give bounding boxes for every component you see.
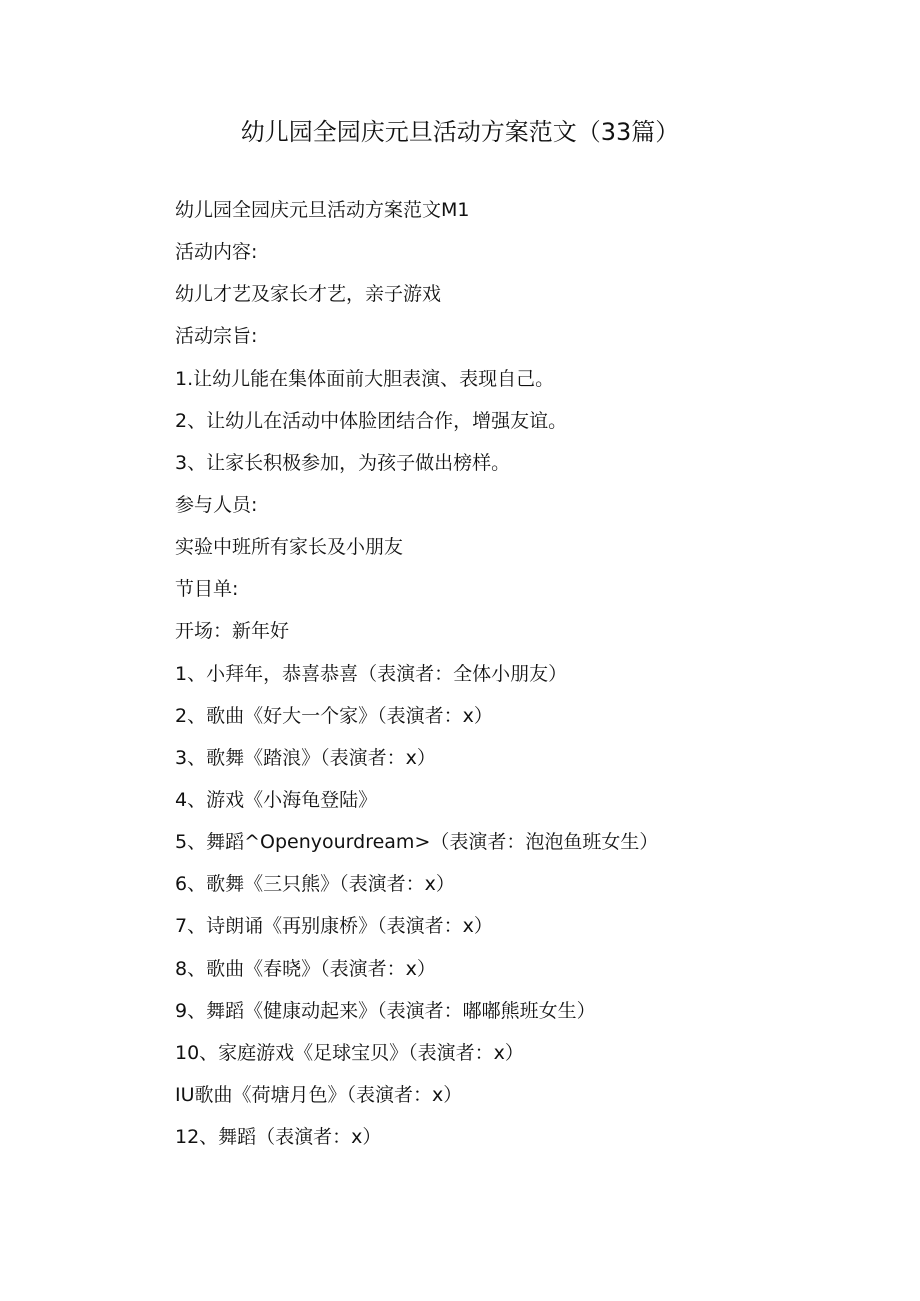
section-heading-program: 节目单: (175, 578, 239, 601)
program-item: 8、歌曲《春晓》（表演者：x） (175, 957, 436, 980)
section-heading-purpose: 活动宗旨: (175, 325, 258, 348)
purpose-item: 1.让幼儿能在集体面前大胆表演、表现自己。 (175, 367, 555, 390)
section-heading-content: 活动内容: (175, 241, 258, 264)
program-item: 9、舞蹈《健康动起来》（表演者：嘟嘟熊班女生） (175, 999, 596, 1022)
program-item: 5、舞蹈^Openyourdream>（表演者：泡泡鱼班女生） (175, 831, 659, 854)
purpose-item: 3、让家长积极参加，为孩子做出榜样。 (175, 451, 511, 474)
program-item: IU歌曲《荷塘月色》（表演者：x） (175, 1083, 463, 1106)
program-item: 12、舞蹈（表演者：x） (175, 1126, 382, 1149)
document-body (175, 189, 875, 1158)
subtitle-line: 幼儿园全园庆元旦活动方案范文M1 (175, 199, 470, 221)
program-item: 2、歌曲《好大一个家》（表演者：x） (175, 704, 493, 727)
program-item: 6、歌舞《三只熊》（表演者：x） (175, 873, 455, 896)
section-heading-participants: 参与人员: (175, 493, 258, 516)
text-line: 幼儿才艺及家长才艺，亲子游戏 (175, 283, 442, 306)
program-item: 1、小拜年，恭喜恭喜（表演者：全体小朋友） (175, 662, 568, 685)
purpose-item: 2、让幼儿在活动中体脸团结合作，增强友谊。 (175, 409, 568, 432)
program-item: 开场：新年好 (175, 620, 290, 643)
program-item: 10、家庭游戏《足球宝贝》（表演者：x） (175, 1041, 524, 1064)
document-title: 幼儿园全园庆元旦活动方案范文（33篇） (240, 118, 680, 146)
program-item: 4、游戏《小海龟登陆》 (175, 788, 378, 811)
program-item: 7、诗朗诵《再别康桥》（表演者：x） (175, 915, 493, 938)
text-line: 实验中班所有家长及小朋友 (175, 536, 404, 559)
program-item: 3、歌舞《踏浪》（表演者：x） (175, 746, 436, 769)
